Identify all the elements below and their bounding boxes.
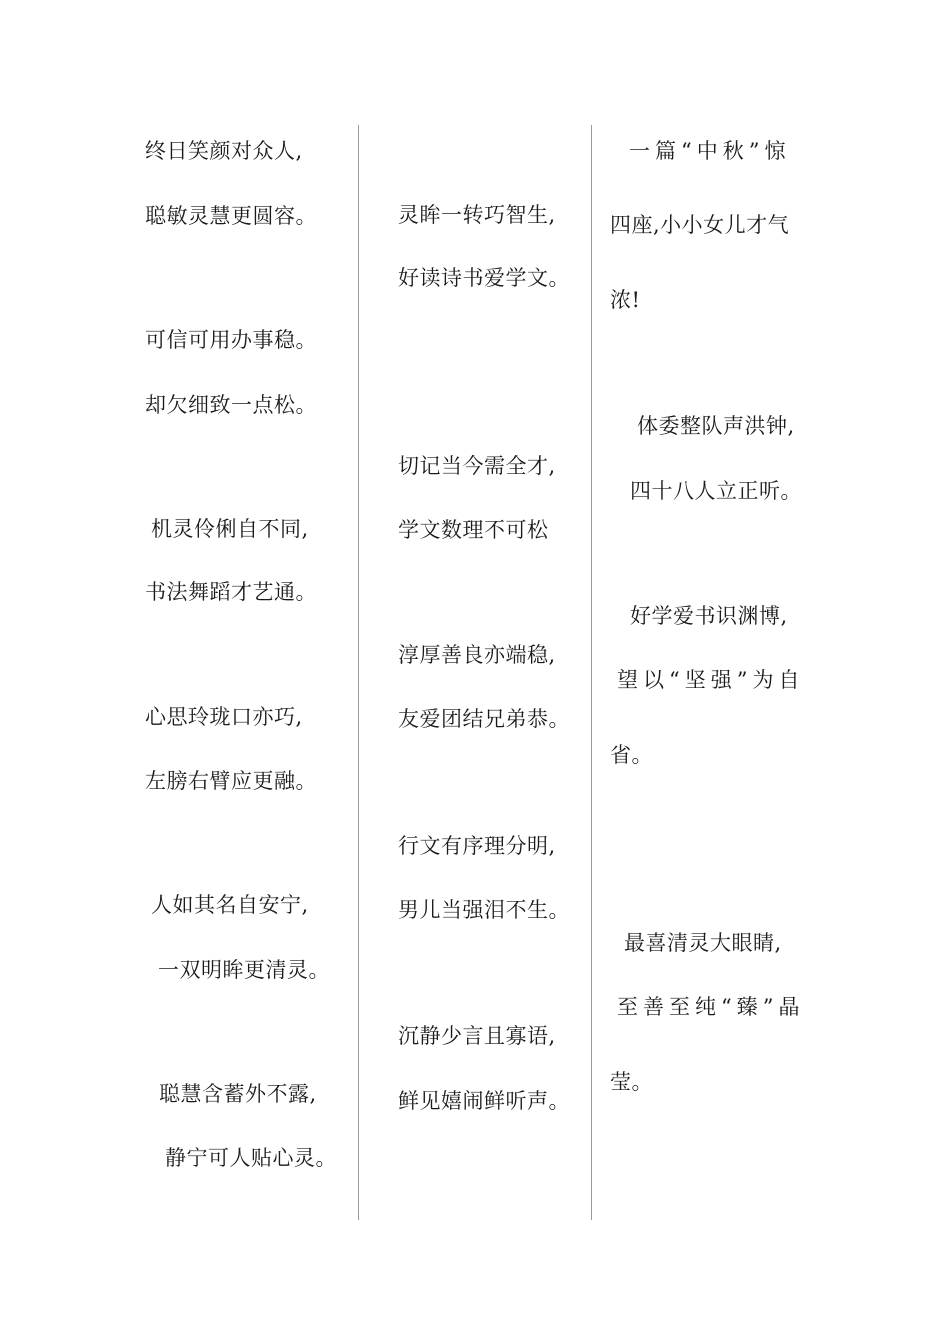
poem-line: 一双明眸更清灵。: [158, 958, 330, 982]
poem-line: 静宁可人贴心灵。: [165, 1146, 337, 1170]
poem-line: 四座,小小女儿才气: [610, 213, 790, 237]
poem-line: 行文有序理分明,: [398, 834, 556, 858]
poem-line: 书法舞蹈才艺通。: [145, 580, 317, 604]
poem-line: 聪慧含蓄外不露,: [159, 1082, 317, 1106]
poem-line: 左膀右臂应更融。: [145, 769, 317, 793]
poem-line: 可信可用办事稳。: [145, 328, 317, 352]
poem-line: 男儿当强泪不生。: [398, 898, 570, 922]
poem-line: 终日笑颜对众人,: [145, 139, 303, 163]
poem-line: 四十八人立正听。: [630, 479, 802, 503]
column-divider-right: [591, 125, 592, 1220]
poem-line: 最喜清灵大眼睛,: [624, 931, 782, 955]
poem-line: 却欠细致一点松。: [145, 393, 317, 417]
poem-line: 好学爱书识渊博,: [630, 604, 788, 628]
poem-line: 浓!: [610, 288, 641, 312]
poem-line: 好读诗书爱学文。: [398, 266, 570, 290]
poem-line: 友爱团结兄弟恭。: [398, 707, 570, 731]
poem-line: 莹。: [610, 1070, 653, 1094]
poem-line: 聪敏灵慧更圆容。: [145, 204, 317, 228]
poem-line: 鲜见嬉闹鲜听声。: [398, 1089, 570, 1113]
poem-line: 灵眸一转巧智生,: [398, 203, 556, 227]
poem-line: 淳厚善良亦端稳,: [398, 643, 556, 667]
poem-line: 学文数理不可松: [398, 518, 549, 542]
poem-line: 至善至纯“臻”晶: [617, 995, 805, 1019]
column-divider-left: [358, 125, 359, 1220]
poem-line: 一篇“中秋”惊: [629, 139, 791, 163]
poem-line: 心思玲珑口亦巧,: [145, 705, 303, 729]
poem-line: 人如其名自安宁,: [151, 893, 309, 917]
poem-line: 省。: [610, 743, 653, 767]
poem-line: 沉静少言且寡语,: [398, 1024, 556, 1048]
poem-line: 望以“坚强”为自: [617, 668, 805, 692]
poem-line: 切记当今需全才,: [398, 454, 556, 478]
poem-line: 机灵伶俐自不同,: [151, 517, 309, 541]
poem-line: 体委整队声洪钟,: [637, 414, 795, 438]
